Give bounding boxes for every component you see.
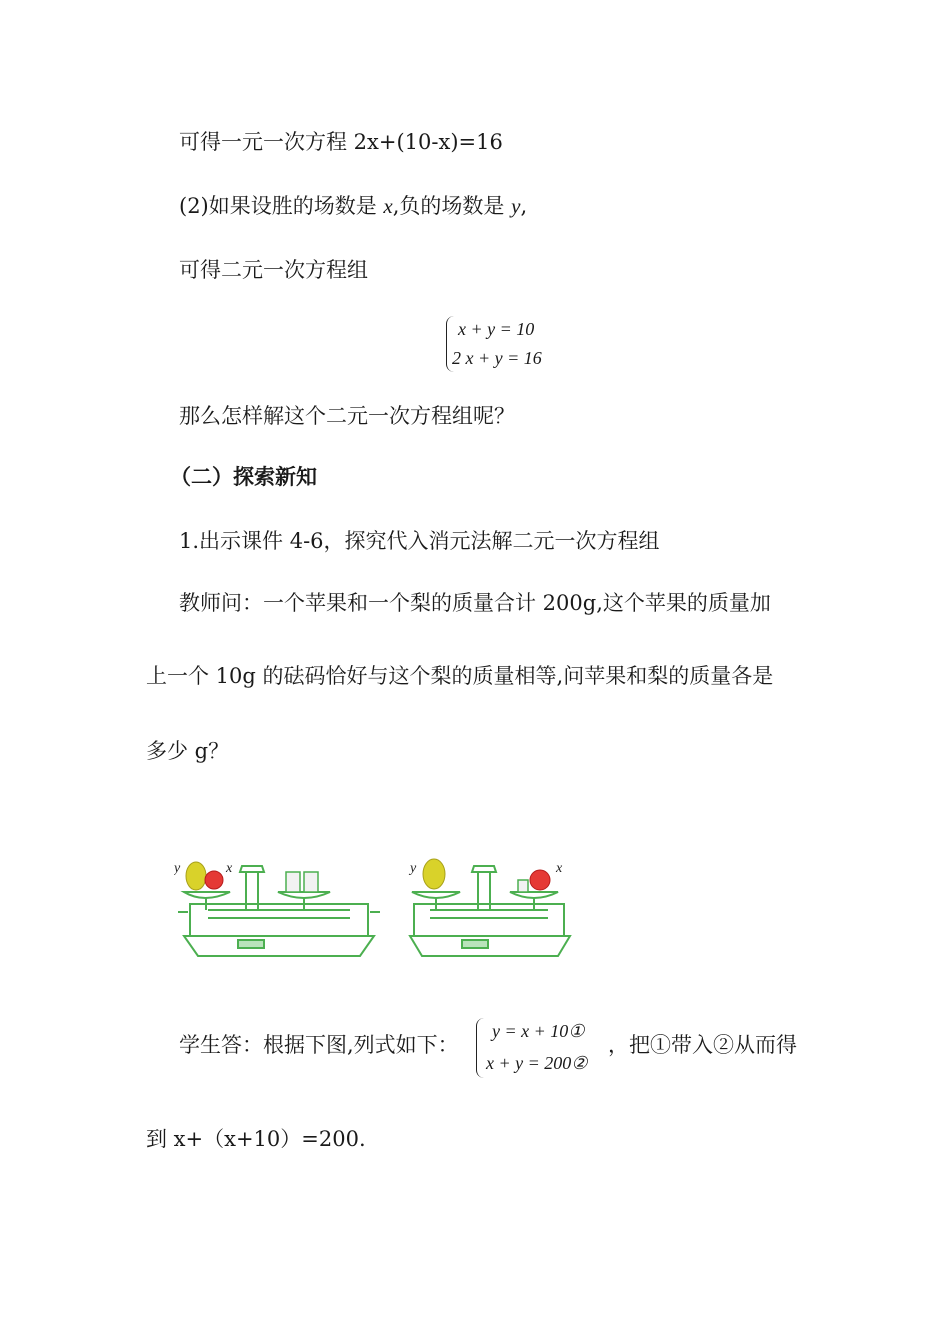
system-intro-line [179,260,368,281]
weight-icon [518,880,528,892]
student-answer-line-cont [608,1035,797,1056]
system-intro-text: 可得二元一次方程组 [179,258,368,282]
system2-equation-2: x + y = 200② [486,1053,588,1073]
text-one-variable-equation: 可得一元一次方程 2x+(10-x)=16 [179,130,503,154]
teacher-question-text-1: 教师问：一个苹果和一个梨的质量合计 200g,这个苹果的质量加 [179,591,771,615]
section-heading-text: （二）探索新知 [170,464,317,489]
label-y: y [410,861,417,876]
balance-figure-right [406,852,576,964]
student-answer-line [179,1035,459,1056]
student-answer-text-a: 学生答：根据下图,列式如下： [179,1033,459,1057]
equation-line-1 [179,132,503,153]
weight-icon [304,872,318,892]
question-text: 那么怎样解这个二元一次方程组呢？ [179,404,515,428]
weight-icon [286,872,300,892]
pear-icon [186,862,206,890]
label-x: x [226,861,233,876]
left-brace [476,1018,484,1078]
variable-y: y [511,194,521,218]
teacher-question-text-2: 上一个 10g 的砝码恰好与这个梨的质量相等,问苹果和梨的质量各是 [146,664,774,688]
section-heading [170,466,317,487]
system2-equation-1: y = x + 10① [492,1021,585,1041]
equation-system-1 [446,314,566,374]
assumption-text-c: , [520,194,528,218]
label-y: y [174,861,181,876]
assumption-text-b: ,负的场数是 [392,194,512,218]
student-answer-text-b: ，把①带入②从而得 [608,1033,797,1057]
balance-figure-left [174,852,384,964]
teacher-question-text-3: 多少 g？ [146,739,230,763]
result-text: 到 x+（x+10）=200. [146,1127,366,1151]
courseware-line [179,531,660,552]
assumption-text-a: (2)如果设胜的场数是 [179,194,384,218]
assumption-line [179,196,527,217]
apple-icon [530,870,550,890]
system1-equation-1: x + y = 10 [458,319,535,339]
teacher-question-line-3 [146,741,229,762]
apple-icon [205,871,223,889]
result-line [146,1129,366,1150]
variable-x: x [383,194,393,218]
teacher-question-line-1 [179,593,771,614]
courseware-text: 1.出示课件 4-6，探究代入消元法解二元一次方程组 [179,529,660,553]
question-line [179,406,515,427]
pear-icon [423,859,445,889]
teacher-question-line-2 [146,666,773,687]
system1-equation-2: 2 x + y = 16 [452,348,542,368]
label-x: x [556,861,563,876]
equation-system-2 [476,1016,606,1080]
